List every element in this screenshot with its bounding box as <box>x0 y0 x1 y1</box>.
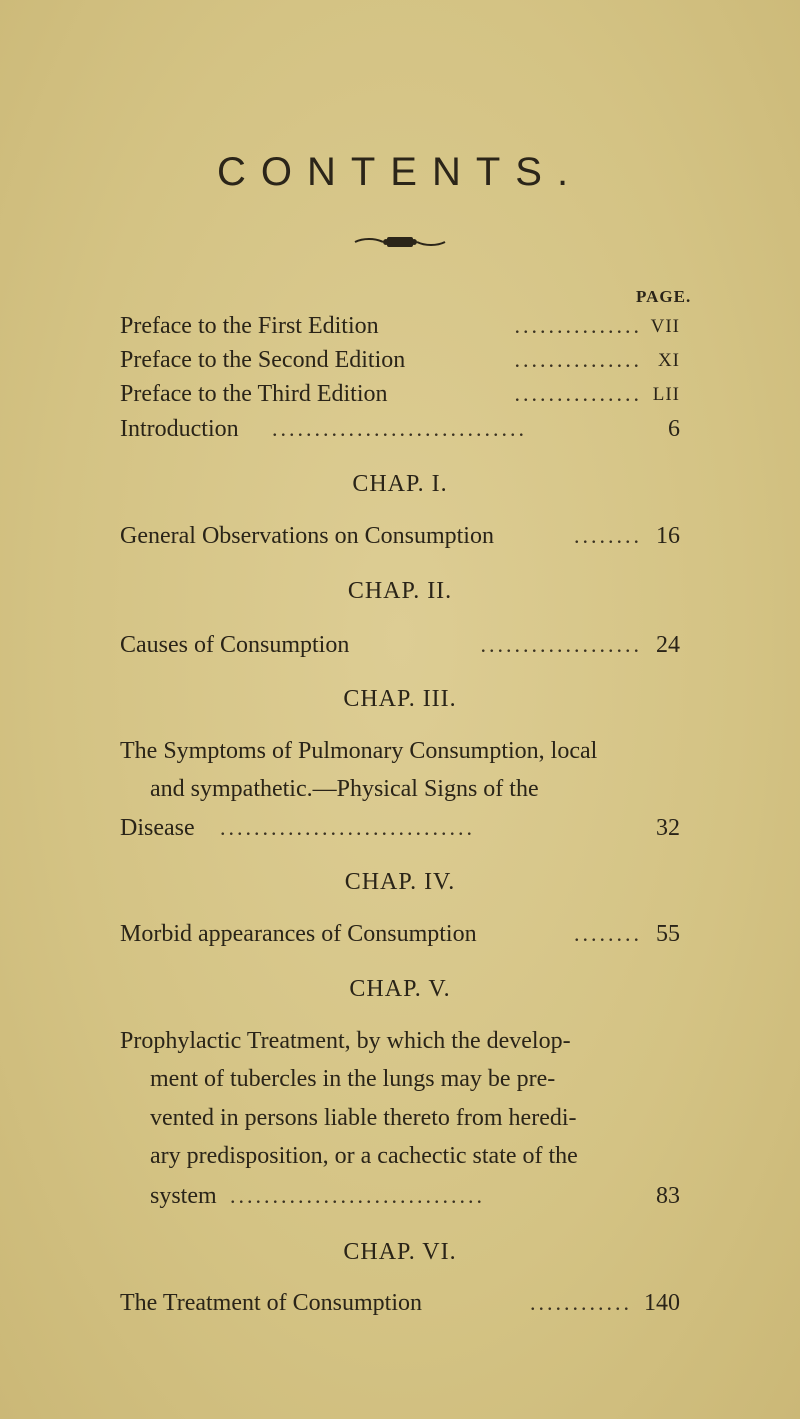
contents-title: CONTENTS. <box>216 150 584 194</box>
entry-line: and sympathetic.—Physical Signs of the <box>150 776 539 802</box>
chapter-heading: CHAP. I. <box>352 471 448 497</box>
leader-dots: ............... <box>514 381 642 406</box>
entry-line: ary predisposition, or a cachectic state of the <box>150 1143 578 1169</box>
toc-entry-preface-first <box>120 313 680 345</box>
toc-entry-introduction <box>120 416 680 448</box>
entry-label: Introduction <box>120 416 239 442</box>
ornament-rule <box>353 232 447 252</box>
entry-label: Morbid appearances of Consumption <box>120 921 477 947</box>
entry-label: Preface to the Third Edition <box>120 381 388 407</box>
page-number: 140 <box>644 1290 680 1316</box>
chapter-heading: CHAP. V. <box>349 976 451 1002</box>
page-number: LII <box>652 384 680 405</box>
leader-dots: ........ <box>574 523 642 548</box>
toc-entry-chapter-6 <box>120 1290 680 1322</box>
page-number: 55 <box>656 921 680 947</box>
page-number: VII <box>650 316 680 337</box>
leader-dots: ............ <box>530 1290 632 1315</box>
toc-entry-chapter-3 <box>120 815 680 847</box>
entry-line: Prophylactic Treatment, by which the develop- <box>120 1028 571 1054</box>
leader-dots: .............................. <box>220 815 475 840</box>
leader-dots: .............................. <box>230 1183 485 1208</box>
entry-label: Causes of Consumption <box>120 632 350 658</box>
toc-entry-chapter-2 <box>120 632 680 664</box>
page-number: 6 <box>668 416 680 442</box>
chapter-heading: CHAP. VI. <box>343 1239 457 1265</box>
toc-entry-chapter-5 <box>150 1183 680 1215</box>
entry-label: Preface to the First Edition <box>120 313 379 339</box>
leader-dots: ............... <box>514 313 642 338</box>
page-number: 83 <box>656 1183 680 1209</box>
entry-line: vented in persons liable thereto from heredi- <box>150 1105 577 1131</box>
page-number: 16 <box>656 523 680 549</box>
entry-label: Disease <box>120 815 195 841</box>
leader-dots: ................... <box>480 632 642 657</box>
toc-entry-preface-third <box>120 381 680 413</box>
entry-label: system <box>150 1183 217 1209</box>
entry-line: The Symptoms of Pulmonary Consumption, local <box>120 738 598 764</box>
entry-label: The Treatment of Consumption <box>120 1290 422 1316</box>
page-number: 24 <box>656 632 680 658</box>
page-number: XI <box>657 350 680 371</box>
leader-dots: ........ <box>574 921 642 946</box>
toc-entry-chapter-4 <box>120 921 680 953</box>
page-number: 32 <box>656 815 680 841</box>
chapter-heading: CHAP. III. <box>343 686 457 712</box>
entry-label: General Observations on Consumption <box>120 523 494 549</box>
leader-dots: .............................. <box>272 416 527 441</box>
chapter-heading: CHAP. IV. <box>344 869 456 895</box>
toc-entry-preface-second <box>120 347 680 379</box>
page-column-heading: PAGE. <box>636 287 692 306</box>
toc-entry-chapter-1 <box>120 523 680 555</box>
leader-dots: ............... <box>514 347 642 372</box>
entry-line: ment of tubercles in the lungs may be pre- <box>150 1066 556 1092</box>
chapter-heading: CHAP. II. <box>347 578 453 604</box>
entry-label: Preface to the Second Edition <box>120 347 406 373</box>
